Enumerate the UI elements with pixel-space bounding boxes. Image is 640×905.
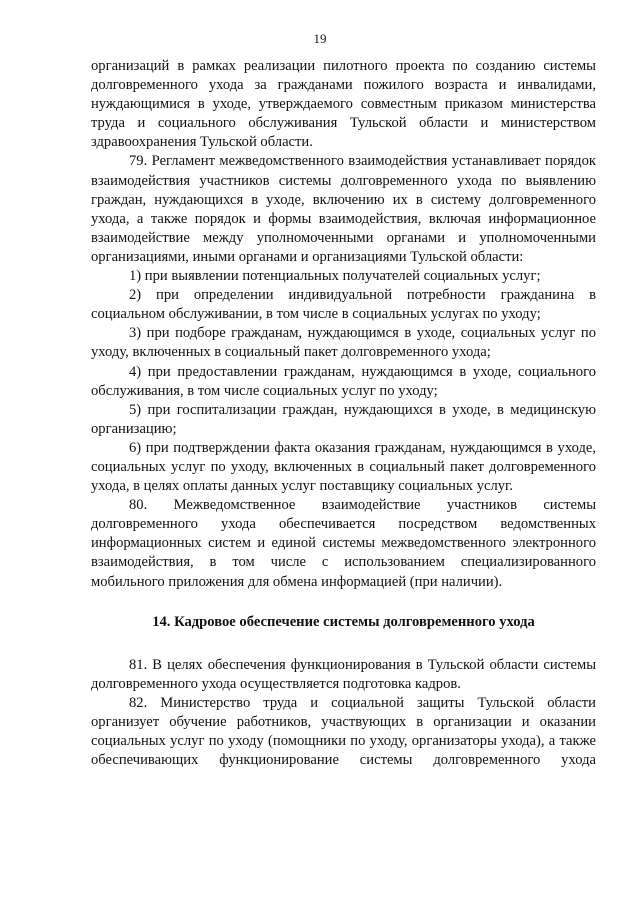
list-item-79-6: 6) при подтверждении факта оказания гражданам, нуждающимся в уходе, социальных услуг по уходу, включенных в социальный пакет долговременного ухода, в целях оплаты данных услуг поставщику социальных услуг.: [91, 439, 596, 495]
list-item-79-4: 4) при предоставлении гражданам, нуждающимся в уходе, социального обслуживания, в том числе социальных услуг по уходу;: [91, 363, 596, 399]
list-item-79-2: 2) при определении индивидуальной потребности гражданина в социальном обслуживании, в том числе в социальных услугах по уходу;: [91, 287, 596, 323]
paragraph-82: 82. Министерство труда и социальной защиты Тульской области организует обучение работников, участвующих в организации и оказании социальных услуг по уходу (помощники по уходу, организаторы ухода), а также обеспечивающих функционирование системы долговременного ухода: [91, 694, 596, 769]
list-item-79-5: 5) при госпитализации граждан, нуждающихся в уходе, в медицинскую организацию;: [91, 401, 596, 437]
section-heading: 14. Кадровое обеспечение системы долговременного ухода: [152, 613, 535, 630]
paragraph-79: 79. Регламент межведомственного взаимодействия устанавливает порядок взаимодействия участников системы долговременного ухода по выявлению граждан, нуждающихся в уходе, включению их в систему долговременного ухода, а также порядок и формы взаимодействия, включая информационное взаимодействие между уполномоченными органами и уполномоченными организациями, иными органами и организациями Тульской области:: [91, 153, 596, 265]
paragraph-80: 80. Межведомственное взаимодействие участников системы долговременного ухода обеспечивается посредством ведомственных информационных систем и единой системы межведомственного электронного взаимодействия, в том числе с использованием специализированного мобильного приложения для обмена информацией (при наличии).: [91, 497, 596, 590]
paragraph-continuation: организаций в рамках реализации пилотного проекта по созданию системы долговременного ухода за гражданами пожилого возраста и инвалидами, нуждающимися в уходе, утверждаемого совместным приказом министерства труда и социального обслуживания Тульской области и министерством здравоохранения Тульской области.: [91, 58, 596, 151]
document-body: [91, 57, 596, 770]
paragraph-81: 81. В целях обеспечения функционирования в Тульской области системы долговременного ухода осуществляется подготовка кадров.: [91, 656, 596, 692]
list-item-79-3: 3) при подборе гражданам, нуждающимся в уходе, социальных услуг по уходу, включенных в социальный пакет долговременного ухода;: [91, 325, 596, 361]
page-number: 19: [313, 31, 327, 46]
list-item-79-1: 1) при выявлении потенциальных получателей социальных услуг;: [129, 268, 541, 285]
